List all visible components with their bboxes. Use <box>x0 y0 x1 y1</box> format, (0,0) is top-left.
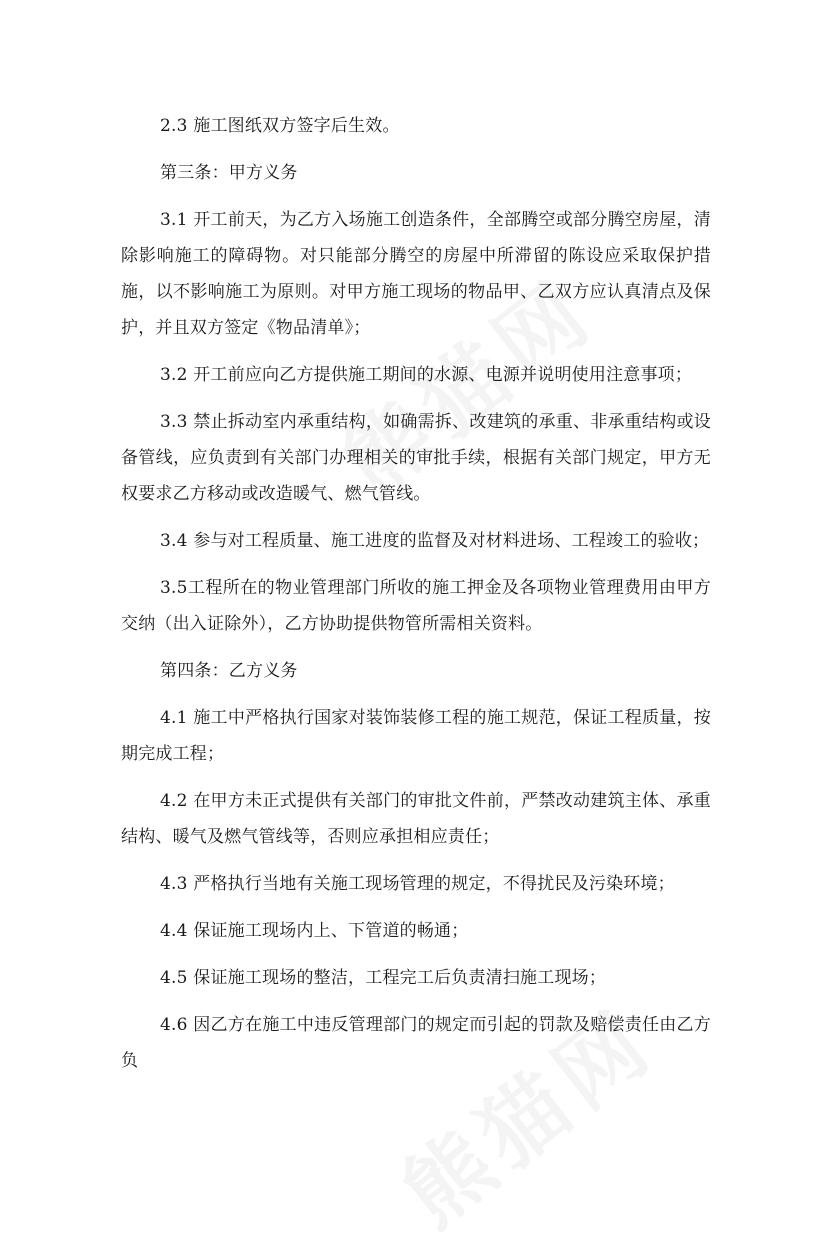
clause-4-6: 4.6 因乙方在施工中违反管理部门的规定而引起的罚款及赔偿责任由乙方负 <box>121 1015 711 1071</box>
clause-4-5: 4.5 保证施工现场的整洁，工程完工后负责清扫施工现场； <box>160 968 607 988</box>
clause-3-4: 3.4 参与对工程质量、施工进度的监督及对材料进场、工程竣工的验收； <box>160 531 710 551</box>
clause-4-3: 4.3 严格执行当地有关施工现场管理的规定，不得扰民及污染环境； <box>160 874 675 894</box>
clause-3-3: 3.3 禁止拆动室内承重结构，如确需拆、改建筑的承重、非承重结构或设备管线，应负责到有关部门办理相关的审批手续，根据有关部门规定，甲方无权要求乙方移动或改造暖气、燃气管线。 <box>121 412 711 504</box>
clause-2-3: 2.3 施工图纸双方签字后生效。 <box>160 116 400 136</box>
document-body <box>121 108 711 1090</box>
clause-4-4: 4.4 保证施工现场内上、下管道的畅通； <box>160 921 469 941</box>
clause-4-1: 4.1 施工中严格执行国家对装饰装修工程的施工规范，保证工程质量，按期完成工程； <box>121 708 711 764</box>
clause-3-2: 3.2 开工前应向乙方提供施工期间的水源、电源并说明使用注意事项； <box>160 365 693 385</box>
article-3-heading: 第三条：甲方义务 <box>160 163 298 183</box>
clause-4-2: 4.2 在甲方未正式提供有关部门的审批文件前，严禁改动建筑主体、承重结构、暖气及燃气管线等，否则应承担相应责任； <box>121 791 711 847</box>
clause-3-5: 3.5工程所在的物业管理部门所收的施工押金及各项物业管理费用由甲方交纳（出入证除外），乙方协助提供物管所需相关资料。 <box>121 578 711 634</box>
article-4-heading: 第四条：乙方义务 <box>160 661 298 681</box>
clause-3-1: 3.1 开工前天，为乙方入场施工创造条件，全部腾空或部分腾空房屋，清除影响施工的障碍物。对只能部分腾空的房屋中所滞留的陈设应采取保护措施，以不影响施工为原则。对甲方施工现场的物品甲、乙双方应认真清点及保护，并且双方签定《物品清单》； <box>121 210 711 338</box>
